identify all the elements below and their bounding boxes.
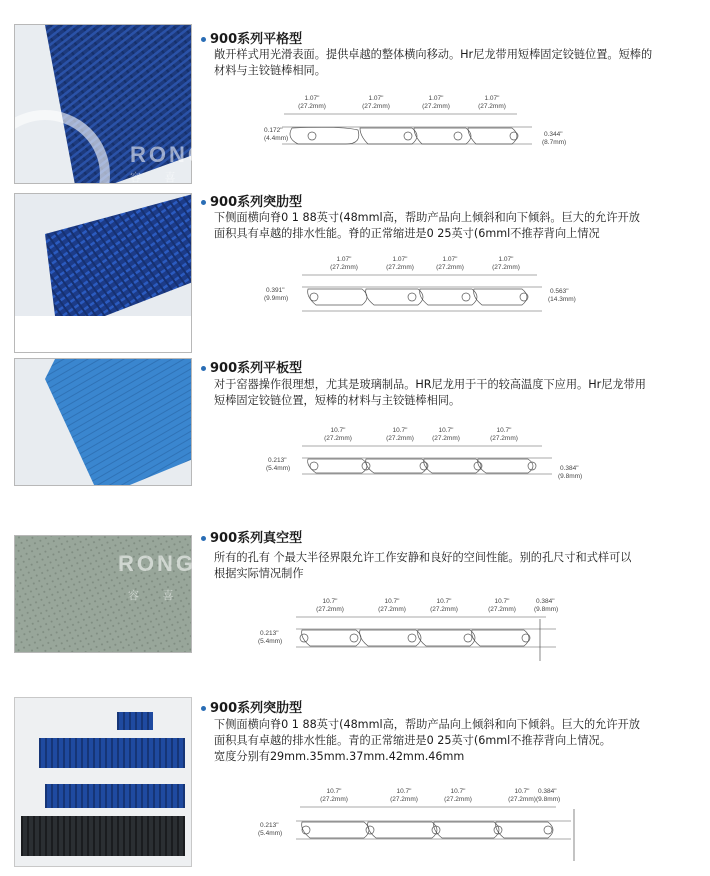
svg-text:10.7": 10.7" (494, 598, 510, 605)
svg-text:(27.2mm): (27.2mm) (508, 796, 536, 803)
svg-text:1.07": 1.07" (368, 95, 384, 102)
svg-text:10.7": 10.7" (496, 427, 512, 434)
svg-text:10.7": 10.7" (384, 598, 400, 605)
svg-text:10.7": 10.7" (392, 427, 408, 434)
section-description: 敞开样式用光滑表面。提供卓越的整体横向移动。Hr尼龙带用短棒固定铰链位置。短棒的 材料与主铰链棒相同。 (214, 48, 653, 77)
watermark-tagline: 容 喜 输 送 设 备 (128, 589, 322, 602)
svg-text:0.384": 0.384" (538, 788, 557, 795)
svg-text:(5.4mm): (5.4mm) (258, 638, 283, 645)
svg-text:(27.2mm): (27.2mm) (430, 606, 458, 613)
pitch-diagram (256, 595, 586, 671)
pitch-diagram (256, 785, 596, 867)
svg-text:(5.4mm): (5.4mm) (258, 830, 283, 837)
section-title: 900系列突肋型 (201, 191, 302, 210)
svg-text:(27.2mm): (27.2mm) (324, 435, 352, 442)
watermark-brand: RONGXI (130, 142, 235, 167)
svg-text:0.213": 0.213" (260, 822, 279, 829)
svg-text:(27.2mm): (27.2mm) (432, 435, 460, 442)
product-section-5 (0, 697, 710, 873)
svg-text:(9.8mm): (9.8mm) (534, 606, 559, 613)
product-section-4 (0, 525, 710, 690)
svg-text:(27.2mm): (27.2mm) (320, 796, 348, 803)
svg-text:(27.2mm): (27.2mm) (422, 103, 450, 110)
pitch-diagram (262, 424, 592, 494)
svg-text:(27.2mm): (27.2mm) (316, 606, 344, 613)
svg-text:(27.2mm): (27.2mm) (386, 264, 414, 271)
belt-photo-rib (14, 193, 192, 353)
svg-text:(9.8mm): (9.8mm) (536, 796, 561, 803)
belt-photo-vacuum (14, 535, 192, 653)
section-description: 下侧面横向脊0 1 88英寸(48mml高，帮助产品向上倾斜和向下倾斜。巨大的允许开放 面积具有卓越的排水性能。脊的正常缩进是0 25英寸(6mml不推荐背向上情况 (214, 211, 640, 240)
svg-text:10.7": 10.7" (514, 788, 530, 795)
bullet-icon (201, 200, 206, 205)
section-title: 900系列平格型 (201, 28, 302, 47)
svg-text:(8.7mm): (8.7mm) (542, 139, 567, 146)
product-section-2 (0, 193, 710, 358)
svg-text:10.7": 10.7" (436, 598, 452, 605)
product-section-3 (0, 358, 710, 523)
svg-text:10.7": 10.7" (326, 788, 342, 795)
svg-text:1.07": 1.07" (336, 256, 352, 263)
svg-text:0.172": 0.172" (264, 127, 283, 134)
svg-text:(5.4mm): (5.4mm) (266, 465, 291, 472)
svg-text:10.7": 10.7" (396, 788, 412, 795)
svg-text:0.213": 0.213" (268, 457, 287, 464)
svg-text:0.344": 0.344" (544, 131, 563, 138)
svg-text:(9.8mm): (9.8mm) (558, 473, 583, 480)
svg-text:(27.2mm): (27.2mm) (490, 435, 518, 442)
svg-text:1.07": 1.07" (498, 256, 514, 263)
svg-text:(27.2mm): (27.2mm) (330, 264, 358, 271)
svg-text:(4.4mm): (4.4mm) (264, 135, 289, 142)
svg-text:10.7": 10.7" (322, 598, 338, 605)
svg-text:1.07": 1.07" (304, 95, 320, 102)
section-description: 下侧面横向脊0 1 88英寸(48mml高，帮助产品向上倾斜和向下倾斜。巨大的允许开放 面积具有卓越的排水性能。青的正常缩进是0 25英寸(6mml不推荐背向上情况。 宽度分别有29mm.35mm.37mm.42mm.46mm (214, 718, 640, 763)
pitch-diagram (262, 253, 592, 323)
svg-text:1.07": 1.07" (428, 95, 444, 102)
svg-text:(27.2mm): (27.2mm) (436, 264, 464, 271)
belt-photo-flat-plate (14, 358, 192, 486)
section-description: 所有的孔有 个最大半径界限允许工作安静和良好的空间性能。别的孔尺寸和式样可以 根据实际情况制作 (214, 551, 632, 580)
svg-text:0.563": 0.563" (550, 288, 569, 295)
section-title: 900系列平板型 (201, 357, 302, 376)
watermark-tagline: 容 喜 输 送 设 备 (130, 171, 324, 184)
svg-text:(27.2mm): (27.2mm) (492, 264, 520, 271)
svg-text:10.7": 10.7" (438, 427, 454, 434)
svg-text:(27.2mm): (27.2mm) (378, 606, 406, 613)
svg-text:(27.2mm): (27.2mm) (444, 796, 472, 803)
svg-text:0.391": 0.391" (266, 287, 285, 294)
svg-text:(27.2mm): (27.2mm) (386, 435, 414, 442)
bullet-icon (201, 37, 206, 42)
bullet-icon (201, 366, 206, 371)
svg-text:10.7": 10.7" (450, 788, 466, 795)
svg-text:(9.9mm): (9.9mm) (264, 295, 289, 302)
section-title: 900系列真空型 (201, 527, 302, 546)
product-section-1 (0, 24, 710, 189)
section-description: 对于窑器操作很理想，尤其是玻璃制品。HR尼龙用于干的较高温度下应用。Hr尼龙带用 短棒固定铰链位置，短棒的材料与主铰链棒相同。 (214, 378, 646, 407)
pitch-labels (298, 95, 506, 110)
pitch-diagram (262, 92, 582, 162)
svg-text:1.07": 1.07" (484, 95, 500, 102)
belt-photo-flat-grid (14, 24, 192, 184)
svg-text:1.07": 1.07" (442, 256, 458, 263)
svg-text:0.213": 0.213" (260, 630, 279, 637)
bullet-icon (201, 536, 206, 541)
svg-text:(27.2mm): (27.2mm) (478, 103, 506, 110)
svg-text:0.384": 0.384" (560, 465, 579, 472)
svg-text:(27.2mm): (27.2mm) (362, 103, 390, 110)
svg-text:(27.2mm): (27.2mm) (488, 606, 516, 613)
section-title: 900系列突肋型 (201, 697, 302, 716)
watermark-brand: RONGXI (118, 551, 223, 576)
svg-text:1.07": 1.07" (392, 256, 408, 263)
svg-text:(14.3mm): (14.3mm) (548, 296, 576, 303)
svg-text:(27.2mm): (27.2mm) (298, 103, 326, 110)
bullet-icon (201, 706, 206, 711)
belt-photo-rib-widths (14, 697, 192, 867)
svg-text:0.384": 0.384" (536, 598, 555, 605)
svg-text:10.7": 10.7" (330, 427, 346, 434)
svg-text:(27.2mm): (27.2mm) (390, 796, 418, 803)
